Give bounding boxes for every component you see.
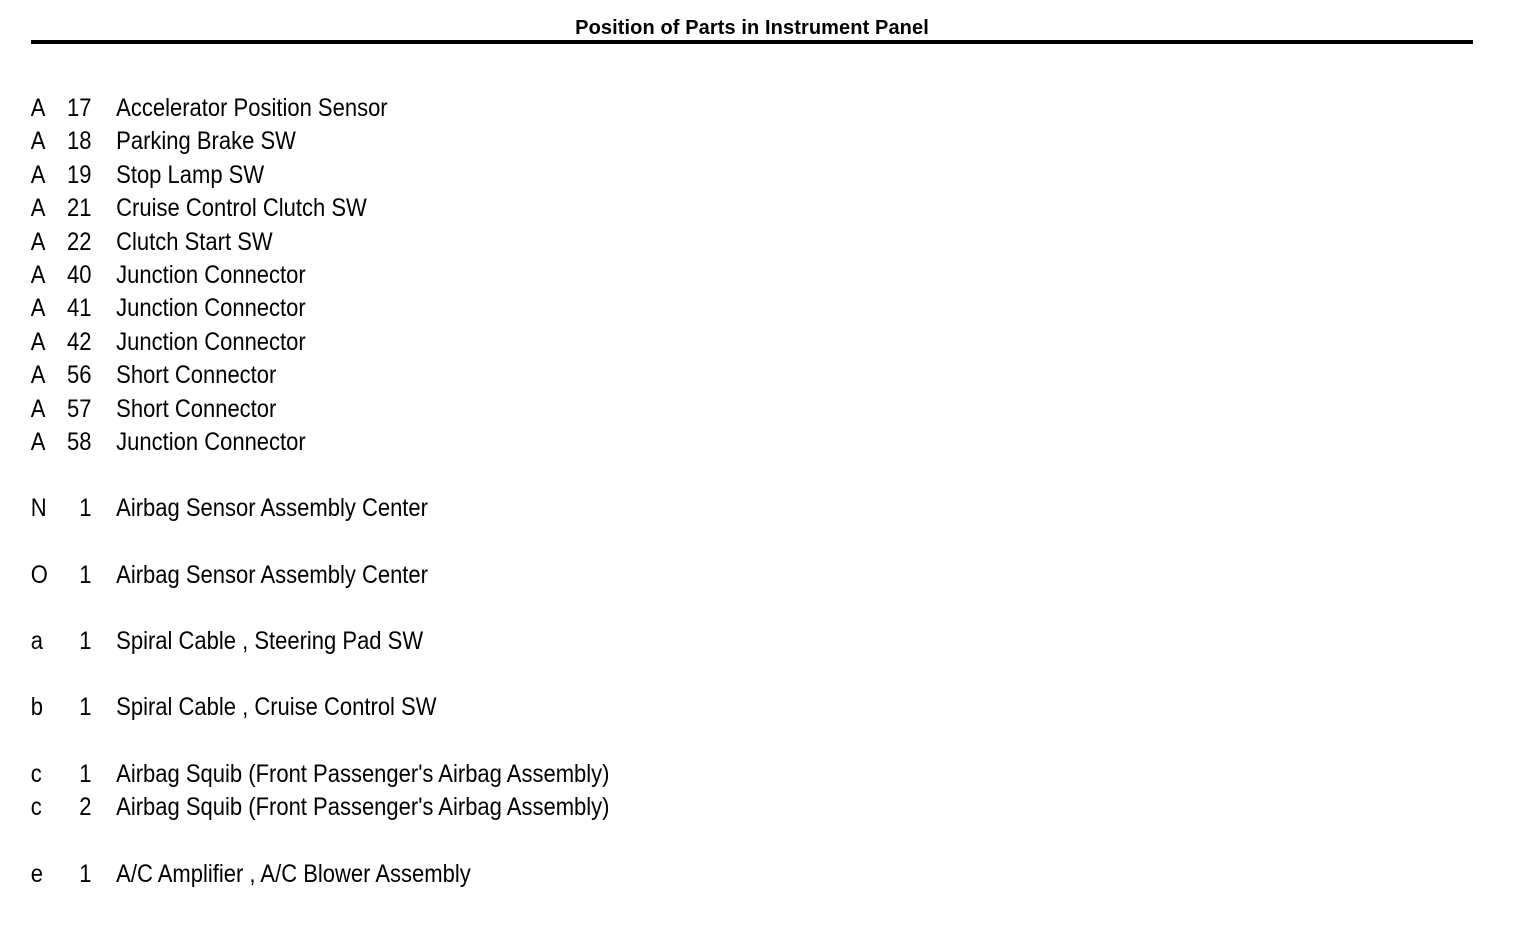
part-number: 1 xyxy=(79,560,92,589)
part-row xyxy=(0,858,1338,891)
part-number: 58 xyxy=(67,427,92,456)
part-row xyxy=(0,691,1338,724)
part-description: Airbag Squib (Front Passenger's Airbag Assembly) xyxy=(116,793,610,822)
part-number: 40 xyxy=(67,260,92,289)
parts-group xyxy=(0,92,1520,459)
part-number: 1 xyxy=(79,627,92,656)
part-code: A xyxy=(30,427,46,456)
part-code: A xyxy=(30,227,46,256)
part-row xyxy=(0,326,1338,359)
part-code: A xyxy=(30,394,46,423)
part-number: 2 xyxy=(79,793,92,822)
part-row xyxy=(0,192,1338,225)
parts-list xyxy=(0,92,1520,924)
parts-group xyxy=(0,559,1520,592)
part-row xyxy=(0,625,1338,658)
part-number: 57 xyxy=(67,394,92,423)
part-number: 41 xyxy=(67,294,92,323)
part-row xyxy=(0,758,1338,791)
part-row xyxy=(0,559,1338,592)
part-description: Accelerator Position Sensor xyxy=(116,94,388,122)
parts-group xyxy=(0,758,1520,825)
part-row xyxy=(0,791,1338,824)
part-number: 21 xyxy=(67,194,92,223)
part-description: Stop Lamp SW xyxy=(116,160,265,189)
part-code: c xyxy=(30,759,42,788)
part-row xyxy=(0,226,1338,259)
part-row xyxy=(0,292,1338,325)
part-number: 42 xyxy=(67,327,92,356)
part-row xyxy=(0,159,1338,192)
part-code: a xyxy=(30,627,44,656)
part-row xyxy=(0,426,1338,459)
part-code: A xyxy=(30,127,46,156)
part-code: A xyxy=(30,260,46,289)
part-code: A xyxy=(30,294,46,323)
part-description: Spiral Cable , Cruise Control SW xyxy=(116,693,437,722)
part-description: Airbag Sensor Assembly Center xyxy=(116,494,428,523)
part-description: Clutch Start SW xyxy=(116,227,273,256)
part-code: O xyxy=(30,560,48,589)
part-description: Spiral Cable , Steering Pad SW xyxy=(116,627,424,656)
part-description: A/C Amplifier , A/C Blower Assembly xyxy=(116,859,471,888)
part-number: 19 xyxy=(67,160,92,189)
page-title: Position of Parts in Instrument Panel xyxy=(575,17,929,39)
part-row xyxy=(0,259,1338,292)
part-description: Junction Connector xyxy=(116,327,306,356)
part-number: 18 xyxy=(67,127,92,156)
title-divider xyxy=(31,40,1473,44)
part-number: 56 xyxy=(67,361,92,390)
part-row xyxy=(0,492,1338,525)
part-code: A xyxy=(30,361,46,390)
part-number: 17 xyxy=(67,94,92,122)
part-description: Airbag Squib (Front Passenger's Airbag Assembly) xyxy=(116,759,610,788)
part-description: Cruise Control Clutch SW xyxy=(116,194,367,223)
parts-group xyxy=(0,858,1520,891)
part-row xyxy=(0,92,1338,125)
part-code: N xyxy=(30,494,47,523)
parts-group xyxy=(0,492,1520,525)
part-number: 1 xyxy=(79,759,92,788)
part-description: Short Connector xyxy=(116,361,277,390)
part-code: A xyxy=(30,160,46,189)
part-description: Junction Connector xyxy=(116,260,306,289)
part-number: 1 xyxy=(79,693,92,722)
parts-group xyxy=(0,691,1520,724)
part-code: e xyxy=(30,859,44,888)
part-row xyxy=(0,359,1338,392)
part-number: 1 xyxy=(79,494,92,523)
part-code: A xyxy=(30,94,46,122)
part-description: Parking Brake SW xyxy=(116,127,296,156)
part-description: Airbag Sensor Assembly Center xyxy=(116,560,428,589)
part-code: b xyxy=(30,693,44,722)
part-code: A xyxy=(30,194,46,223)
parts-group xyxy=(0,625,1520,658)
part-code: A xyxy=(30,327,46,356)
part-row xyxy=(0,393,1338,426)
part-description: Junction Connector xyxy=(116,294,306,323)
part-description: Short Connector xyxy=(116,394,277,423)
part-number: 1 xyxy=(79,859,92,888)
part-number: 22 xyxy=(67,227,92,256)
part-description: Junction Connector xyxy=(116,427,306,456)
part-row xyxy=(0,125,1338,158)
part-code: c xyxy=(30,793,42,822)
